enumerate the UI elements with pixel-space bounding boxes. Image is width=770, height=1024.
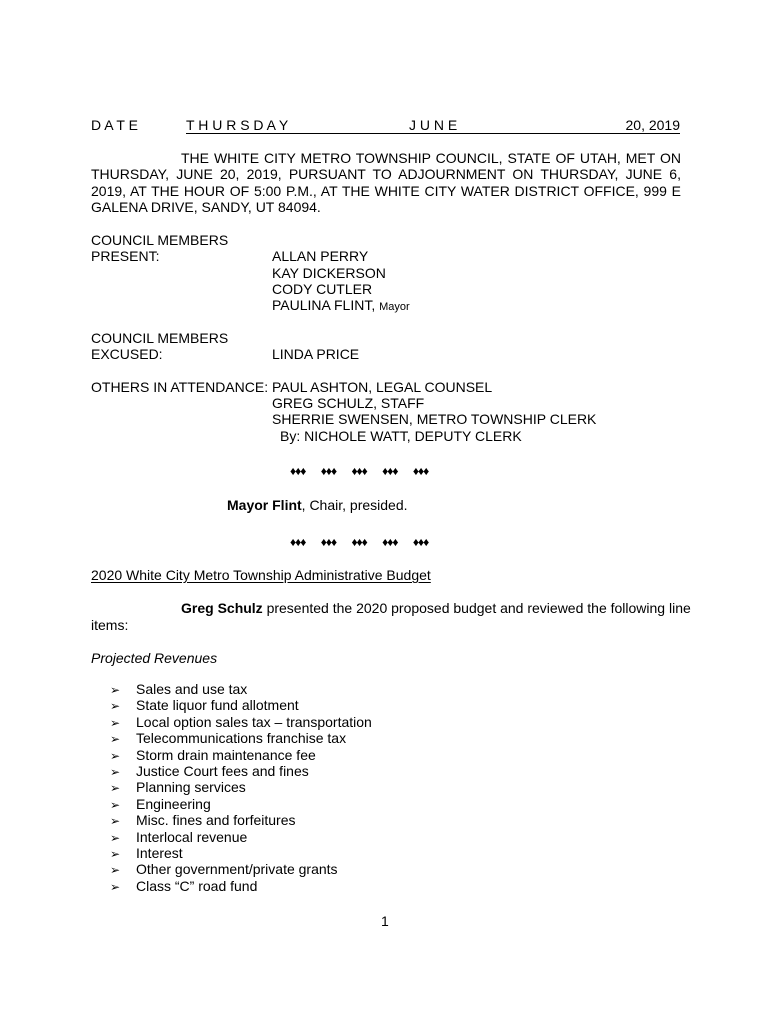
diamond-group: ♦♦♦ bbox=[382, 464, 398, 478]
others-person: GREG SCHULZ, STAFF bbox=[272, 395, 425, 411]
diamond-group: ♦♦♦ bbox=[351, 464, 367, 478]
mayor-name: PAULINA FLINT, bbox=[272, 297, 376, 313]
diamond-group: ♦♦♦ bbox=[351, 535, 367, 549]
arrow-bullet-icon: ➢ bbox=[110, 683, 121, 697]
list-item: ➢ Sales and use tax bbox=[110, 681, 248, 697]
others-label: OTHERS IN ATTENDANCE: bbox=[91, 379, 269, 395]
others-person: PAUL ASHTON, LEGAL COUNSEL bbox=[272, 379, 493, 395]
diamond-group: ♦♦♦ bbox=[412, 535, 429, 549]
diamond-group: ♦♦♦ bbox=[382, 535, 398, 549]
arrow-bullet-icon: ➢ bbox=[110, 846, 121, 861]
diamond-group: ♦♦♦ bbox=[412, 464, 429, 478]
present-member: KAY DICKERSON bbox=[272, 265, 386, 281]
date-header bbox=[91, 117, 680, 135]
revenue-list bbox=[110, 681, 372, 894]
others-person: SHERRIE SWENSEN, METRO TOWNSHIP CLERK bbox=[272, 411, 597, 427]
others-person: By: NICHOLE WATT, DEPUTY CLERK bbox=[280, 428, 522, 444]
excused-member: LINDA PRICE bbox=[272, 346, 360, 362]
arrow-bullet-icon: ➢ bbox=[110, 715, 121, 730]
revenues-heading: Projected Revenues bbox=[91, 650, 218, 666]
budget-presenter: Greg Schulz bbox=[181, 600, 263, 616]
arrow-bullet-icon: ➢ bbox=[110, 797, 121, 812]
present-label-line2: PRESENT: bbox=[91, 248, 160, 264]
list-item: ➢ Other government/private grants bbox=[110, 861, 338, 878]
presided-name: Mayor Flint bbox=[227, 497, 302, 513]
intro-paragraph bbox=[91, 150, 681, 216]
list-item: ➢ Interest bbox=[110, 844, 183, 861]
page-number: 1 bbox=[381, 913, 389, 929]
diamond-group: ♦♦♦ bbox=[290, 464, 306, 478]
list-item: ➢ Justice Court fees and fines bbox=[110, 762, 309, 779]
date-month: J U N E bbox=[409, 117, 458, 133]
present-member: CODY CUTLER bbox=[272, 281, 373, 297]
list-item: ➢ Misc. fines and forfeitures bbox=[110, 812, 296, 829]
date-underline bbox=[186, 133, 680, 134]
budget-text: presented the 2020 proposed budget and reviewed the following line bbox=[262, 600, 691, 616]
present-label-line1: COUNCIL MEMBERS bbox=[91, 232, 229, 248]
date-label: D A T E bbox=[91, 117, 138, 133]
budget-paragraph-line1 bbox=[181, 600, 691, 616]
list-item: ➢ Local option sales tax – transportation bbox=[110, 713, 372, 730]
present-member: ALLAN PERRY bbox=[272, 248, 369, 264]
diamond-group: ♦♦♦ bbox=[320, 464, 337, 478]
list-item: ➢ Engineering bbox=[110, 795, 211, 812]
diamond-group: ♦♦♦ bbox=[290, 535, 306, 549]
arrow-bullet-icon: ➢ bbox=[110, 764, 121, 779]
section-title: 2020 White City Metro Township Administrative Budget bbox=[91, 567, 431, 583]
presided-line bbox=[227, 497, 408, 513]
arrow-bullet-icon: ➢ bbox=[110, 863, 121, 878]
list-item: ➢ Telecommunications franchise tax bbox=[110, 730, 347, 747]
diamond-group: ♦♦♦ bbox=[320, 535, 337, 549]
date-day: T H U R S D A Y bbox=[186, 117, 289, 133]
arrow-bullet-icon: ➢ bbox=[110, 830, 121, 845]
arrow-bullet-icon: ➢ bbox=[110, 748, 121, 763]
list-item: ➢ State liquor fund allotment bbox=[110, 697, 299, 714]
intro-text: THE WHITE CITY METRO TOWNSHIP COUNCIL, STATE OF UTAH, MET ON THURSDAY, JUNE 20, 2019, PURSUANT TO ADJOURNMENT ON THURSDAY, JUNE 6, 2019, AT THE HOUR OF 5:00 P.M., AT THE WHITE CITY WATER DISTRICT OFFICE, 999 E GALENA DRIVE, SANDY, UT 84094. bbox=[91, 150, 681, 216]
list-item: ➢ Storm drain maintenance fee bbox=[110, 746, 316, 763]
arrow-bullet-icon: ➢ bbox=[110, 699, 121, 714]
diamond-separator bbox=[290, 534, 441, 550]
list-item: ➢ Planning services bbox=[110, 779, 246, 796]
arrow-bullet-icon: ➢ bbox=[110, 732, 121, 747]
presided-rest: , Chair, presided. bbox=[301, 497, 408, 513]
list-item: ➢ Interlocal revenue bbox=[110, 828, 248, 845]
list-item: ➢ Class “C” road fund bbox=[110, 877, 258, 894]
budget-paragraph-line2: items: bbox=[91, 617, 129, 633]
diamond-separator bbox=[290, 463, 441, 479]
date-value: 20, 2019 bbox=[625, 117, 680, 133]
excused-label-line2: EXCUSED: bbox=[91, 346, 163, 362]
arrow-bullet-icon: ➢ bbox=[110, 781, 121, 796]
mayor-suffix: Mayor bbox=[379, 301, 410, 313]
arrow-bullet-icon: ➢ bbox=[110, 879, 121, 894]
present-member-mayor bbox=[272, 297, 410, 315]
excused-label-line1: COUNCIL MEMBERS bbox=[91, 330, 229, 346]
arrow-bullet-icon: ➢ bbox=[110, 814, 121, 829]
